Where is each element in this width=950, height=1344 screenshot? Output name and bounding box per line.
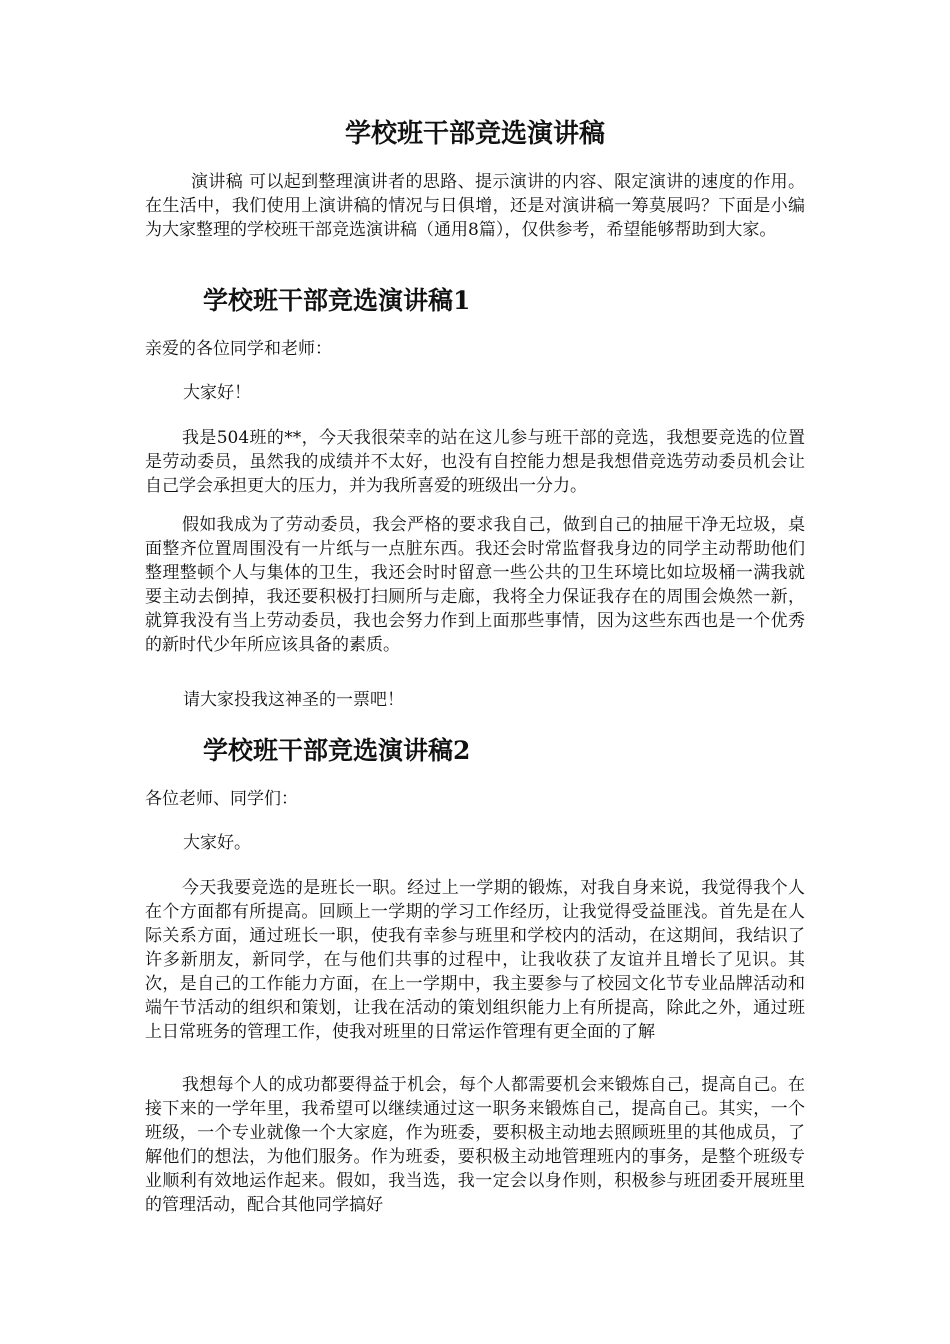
section-2-heading: 学校班干部竞选演讲稿2 bbox=[203, 736, 471, 765]
section-1-greeting: 大家好！ bbox=[183, 383, 251, 403]
section-2-salutation: 各位老师、同学们： bbox=[145, 789, 298, 809]
document-title: 学校班干部竞选演讲稿 bbox=[344, 119, 605, 149]
section-1-salutation: 亲爱的各位同学和老师： bbox=[145, 339, 332, 359]
section-1-heading: 学校班干部竞选演讲稿1 bbox=[203, 286, 471, 315]
section-2-greeting: 大家好。 bbox=[183, 833, 251, 853]
section-2-paragraph-2: 我想每个人的成功都要得益于机会，每个人都需要机会来锻炼自己，提高自己。在接下来的一学年里，我希望可以继续通过这一职务来锻炼自己，提高自己。其实，一个班级，一个专业就像一个大家庭，作为班委，要积极主动地去照顾班里的其他成员，了解他们的想法，为他们服务。作为班委，要积极主动地管理班内的事务，是整个班级专业顺利有效地运作起来。假如，我当选，我一定会以身作则，积极参与班团委开展班里的管理活动，配合其他同学搞好 bbox=[145, 1075, 805, 1215]
section-1-paragraph-2: 假如我成为了劳动委员，我会严格的要求我自己，做到自己的抽屉干净无垃圾，桌面整齐位置周围没有一片纸与一点脏东西。我还会时常监督我身边的同学主动帮助他们整理整顿个人与集体的卫生，我还会时时留意一些公共的卫生环境比如垃圾桶一满我就要主动去倒掉，我还要积极打扫厕所与走廊，我将全力保证我存在的周围会焕然一新，就算我没有当上劳动委员，我也会努力作到上面那些事情，因为这些东西也是一个优秀的新时代少年所应该具备的素质。 bbox=[145, 515, 805, 655]
section-1-paragraph-1: 我是504班的**，今天我很荣幸的站在这儿参与班干部的竞选，我想要竞选的位置是劳动委员，虽然我的成绩并不太好，也没有自控能力想是我想借竞选劳动委员机会让自己学会承担更大的压力，并为我所喜爱的班级出一分力。 bbox=[145, 428, 805, 496]
intro-paragraph: 演讲稿 可以起到整理演讲者的思路、提示演讲的内容、限定演讲的速度的作用。在生活中，我们使用上演讲稿的情况与日俱增，还是对演讲稿一筹莫展吗？下面是小编为大家整理的学校班干部竞选演讲稿（通用8篇），仅供参考，希望能够帮助到大家。 bbox=[145, 172, 805, 240]
section-1-closing: 请大家投我这神圣的一票吧！ bbox=[183, 690, 404, 710]
section-2-paragraph-1: 今天我要竞选的是班长一职。经过上一学期的锻炼，对我自身来说，我觉得我个人在个方面都有所提高。回顾上一学期的学习工作经历，让我觉得受益匪浅。首先是在人际关系方面，通过班长一职，使我有幸参与班里和学校内的活动，在这期间，我结识了许多新朋友，新同学，在与他们共事的过程中，让我收获了友谊并且增长了见识。其次，是自己的工作能力方面，在上一学期中，我主要参与了校园文化节专业品牌活动和端午节活动的组织和策划，让我在活动的策划组织能力上有所提高，除此之外，通过班上日常班务的管理工作，使我对班里的日常运作管理有更全面的了解 bbox=[145, 878, 805, 1042]
